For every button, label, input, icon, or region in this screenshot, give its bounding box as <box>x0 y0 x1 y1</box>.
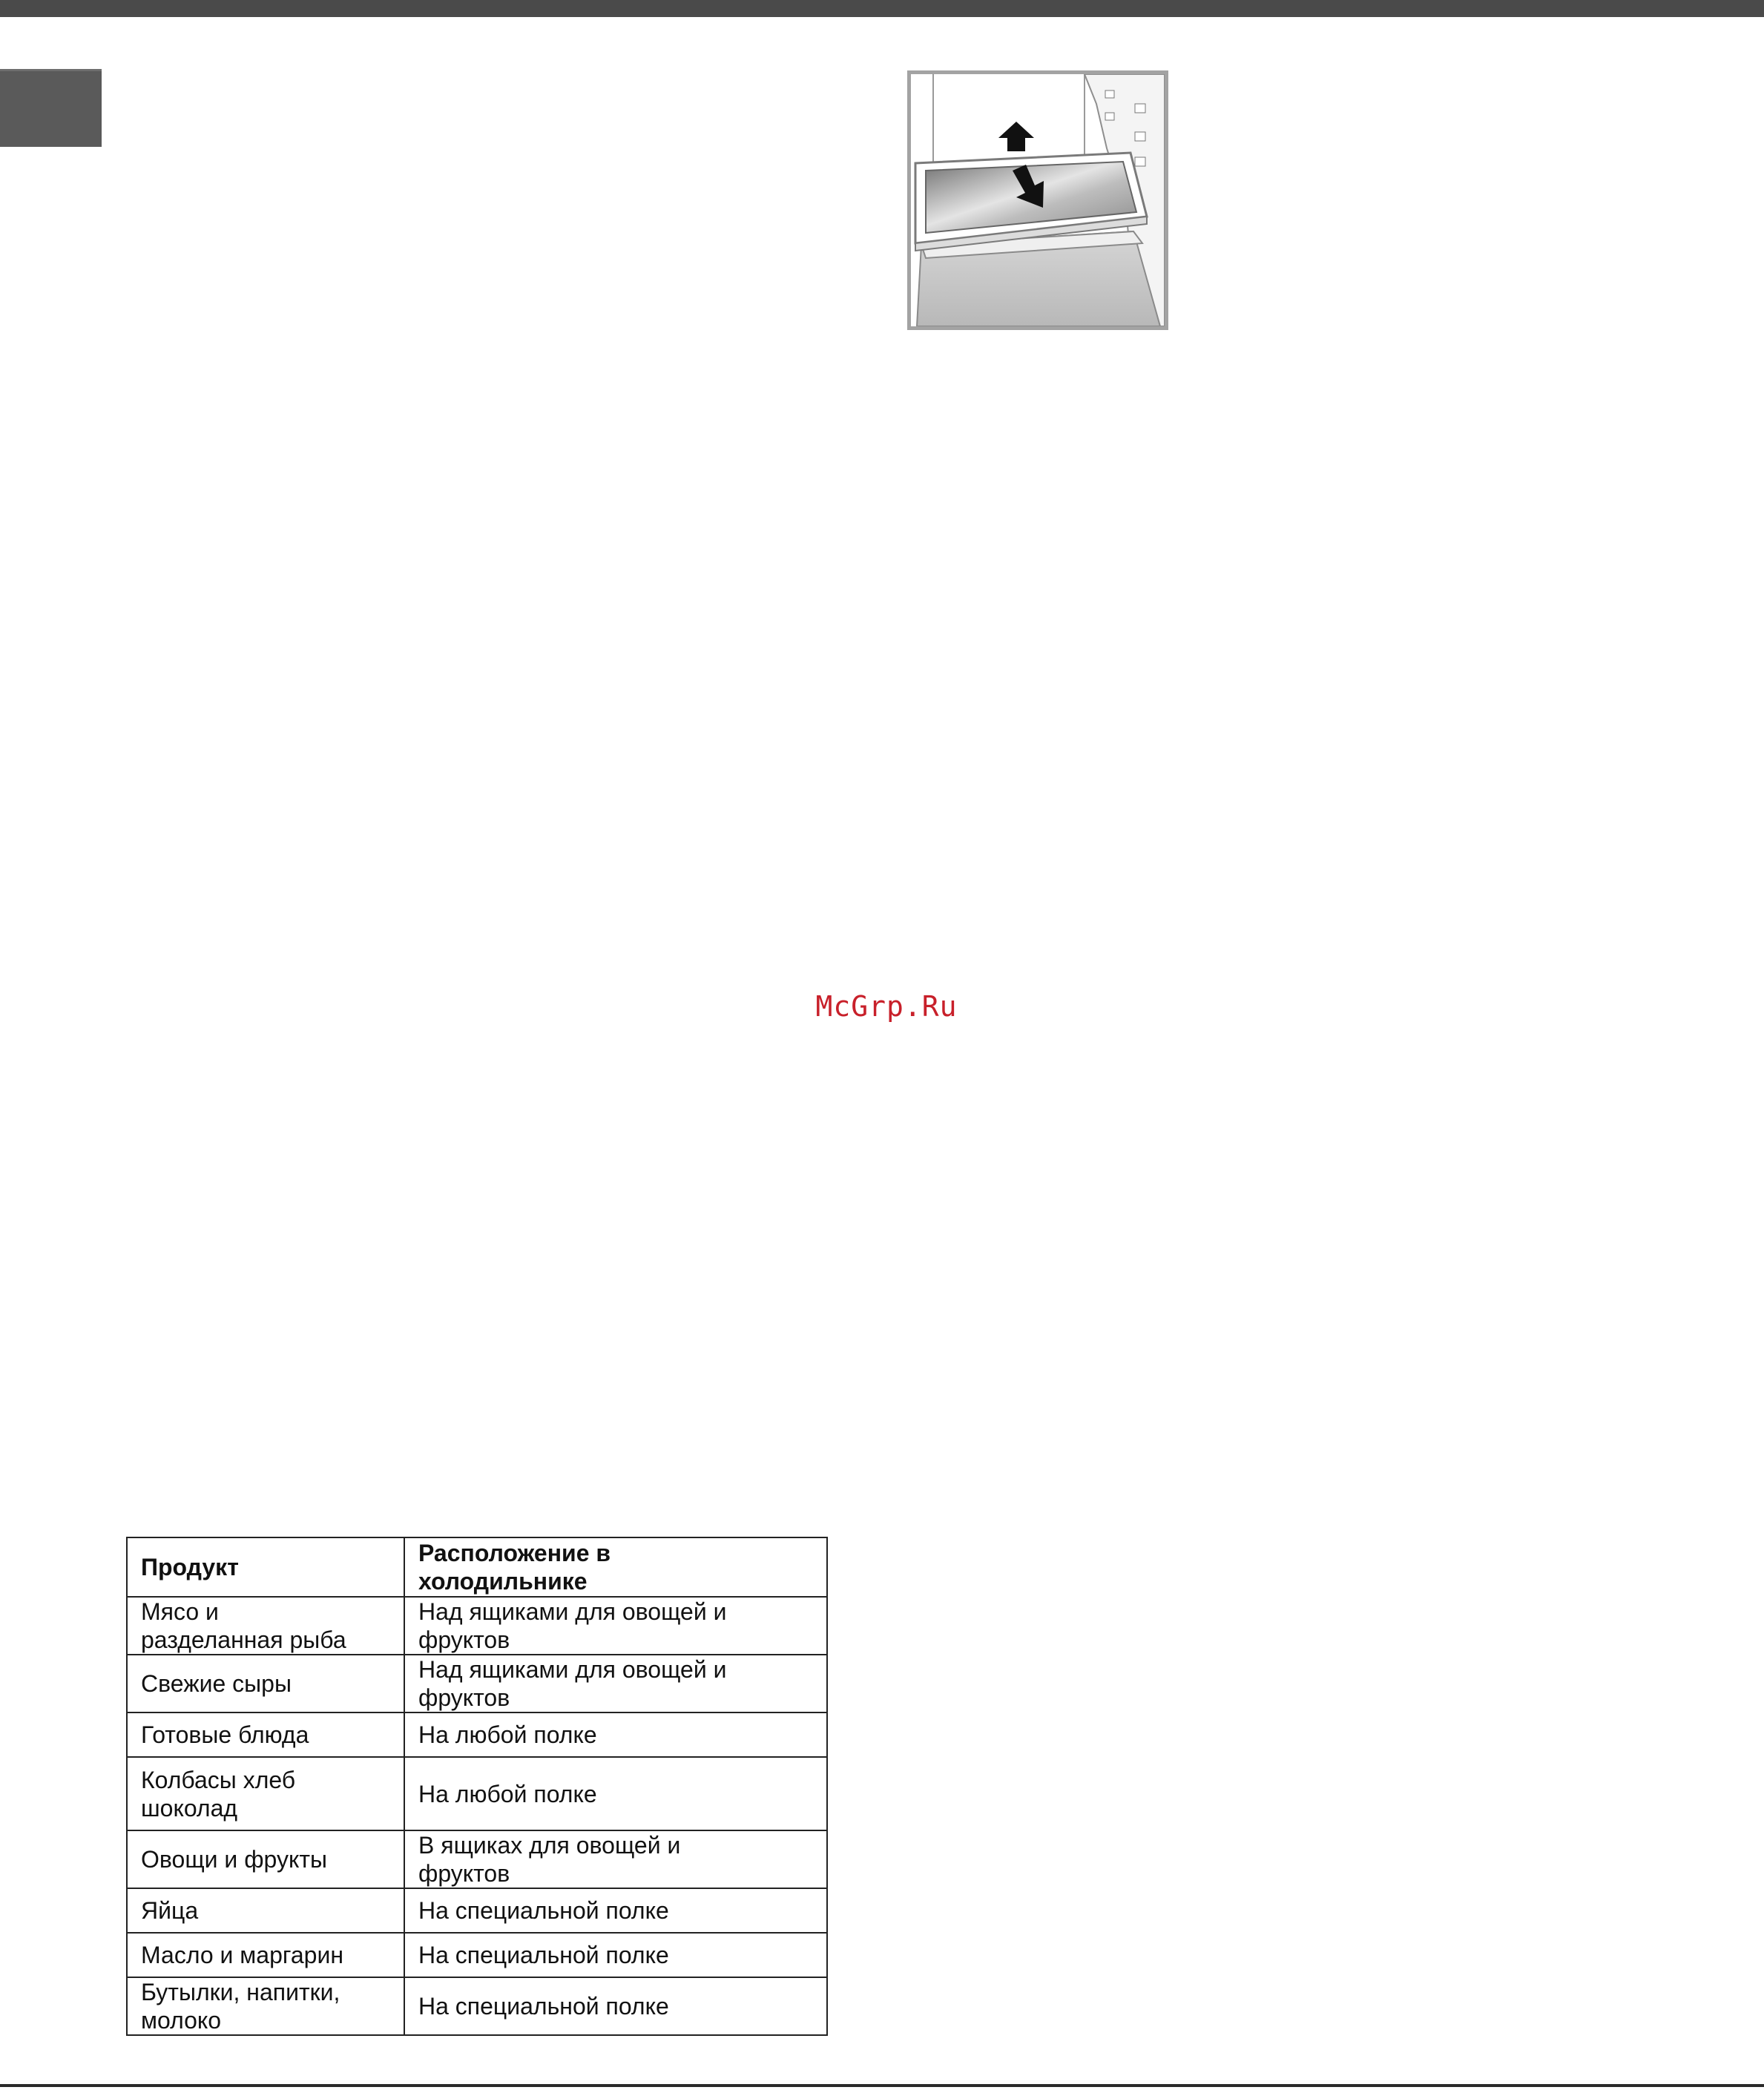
location-cell: Над ящиками для овощей и фруктов <box>404 1655 827 1712</box>
table-header-row <box>127 1537 827 1597</box>
header-product: Продукт <box>127 1537 404 1597</box>
product-cell: Готовые блюда <box>127 1712 404 1757</box>
table-row <box>127 1757 827 1830</box>
location-cell: На любой полке <box>404 1712 827 1757</box>
watermark: McGrp.Ru <box>815 990 958 1023</box>
product-cell: Масло и маргарин <box>127 1933 404 1977</box>
top-bar <box>0 0 1764 17</box>
table-row <box>127 1597 827 1655</box>
table-row <box>127 1888 827 1933</box>
location-cell: На специальной полке <box>404 1933 827 1977</box>
food-storage-table <box>126 1537 828 2036</box>
product-cell: Овощи и фрукты <box>127 1830 404 1888</box>
table-row <box>127 1712 827 1757</box>
location-cell: На любой полке <box>404 1757 827 1830</box>
location-cell: Над ящиками для овощей и фруктов <box>404 1597 827 1655</box>
bottom-rule <box>0 2084 1764 2087</box>
table-row <box>127 1977 827 2035</box>
table-row <box>127 1655 827 1712</box>
location-cell: На специальной полке <box>404 1888 827 1933</box>
language-tab-marker <box>0 69 102 147</box>
location-cell: В ящиках для овощей и фруктов <box>404 1830 827 1888</box>
product-cell: Яйца <box>127 1888 404 1933</box>
shelf-removal-illustration <box>907 70 1168 330</box>
product-cell: Бутылки, напитки, молоко <box>127 1977 404 2035</box>
product-cell: Колбасы хлеб шоколад <box>127 1757 404 1830</box>
product-cell: Мясо и разделанная рыба <box>127 1597 404 1655</box>
product-cell: Свежие сыры <box>127 1655 404 1712</box>
location-cell: На специальной полке <box>404 1977 827 2035</box>
header-location: Расположение в холодильнике <box>404 1537 827 1597</box>
table-row <box>127 1933 827 1977</box>
table-row <box>127 1830 827 1888</box>
